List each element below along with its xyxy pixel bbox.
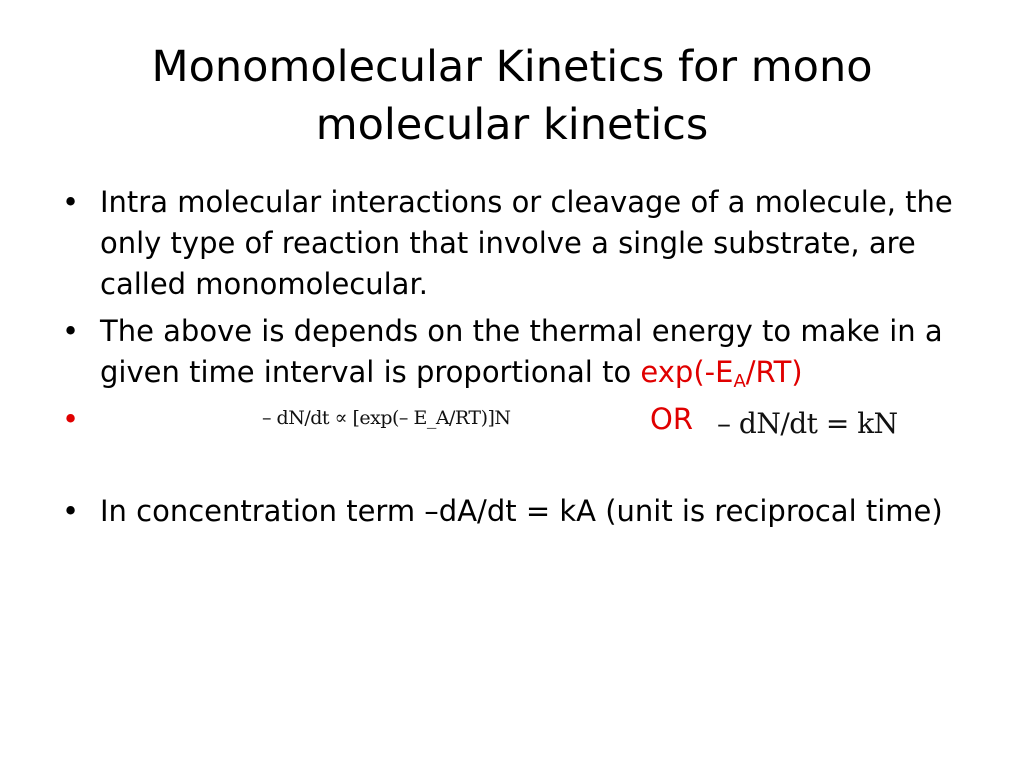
bullet-item-4: [62, 491, 962, 532]
bullet-text: The above is depends on the thermal energy to make in a given time interval is proportional to: [100, 314, 943, 389]
rate-formula-proportional: – dN/dt ∝ [exp(– E_A/RT)]N: [262, 407, 511, 429]
or-label: OR: [650, 402, 693, 436]
bullet-item-3: [62, 399, 962, 469]
slide-title: [60, 38, 964, 154]
bullet-item-1: [62, 182, 962, 305]
title-line-2: molecular kinetics: [315, 100, 709, 150]
title-line-1: Monomolecular Kinetics for mono: [151, 42, 873, 92]
bullet-dot: •: [62, 185, 80, 219]
bullet-dot: •: [62, 402, 80, 436]
bullet-text: In concentration term –dA/dt = kA (unit is reciprocal time): [100, 494, 943, 528]
exp-prefix: exp(-E: [640, 355, 734, 389]
rate-formula-constant: – dN/dt = kN: [717, 407, 898, 440]
bullet-dot: •: [62, 494, 80, 528]
bullet-list: [62, 182, 962, 538]
exp-expression: [640, 355, 803, 392]
bullet-item-2: [62, 311, 962, 393]
exp-suffix: /RT): [745, 355, 803, 389]
bullet-dot: •: [62, 314, 80, 348]
exp-subscript: A: [733, 371, 746, 392]
bullet-text: Intra molecular interactions or cleavage of a molecule, the only type of reaction that involve a single substrate, are called monomolecular.: [100, 185, 953, 301]
